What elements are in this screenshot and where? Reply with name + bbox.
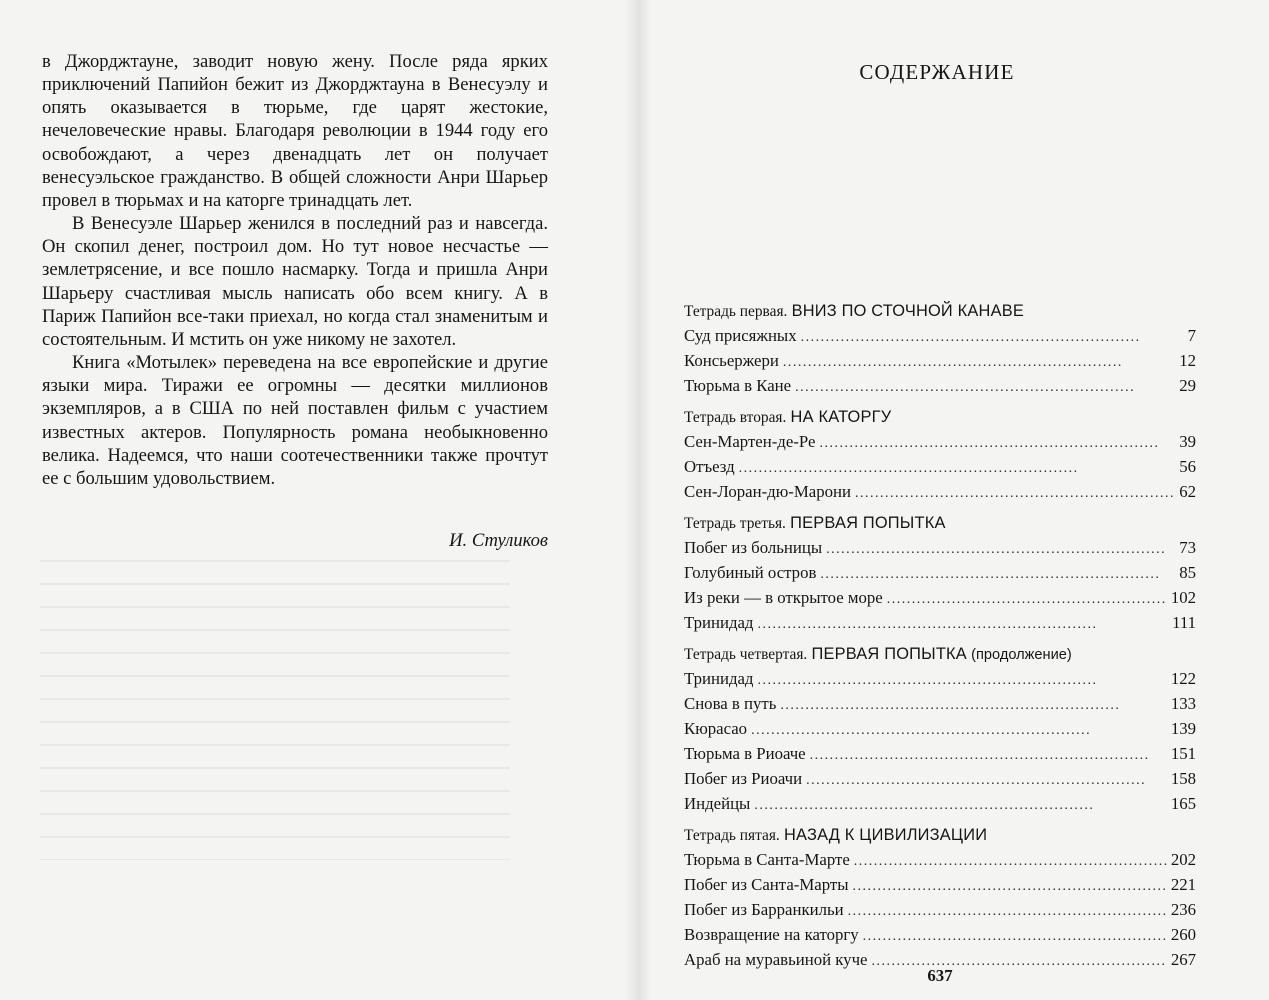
toc-dot-leader	[795, 375, 1175, 400]
toc-part-heading	[684, 298, 1196, 323]
toc-entry	[684, 847, 1196, 872]
toc-dot-leader	[826, 537, 1175, 562]
toc-entry	[684, 429, 1196, 454]
author-signature: И. Стуликов	[449, 530, 548, 551]
toc-entry-title: Сен-Мартен-де-Ре	[684, 432, 816, 451]
toc-entry-page: 202	[1170, 850, 1196, 869]
toc-entry	[684, 791, 1196, 816]
toc-part	[684, 298, 1196, 398]
toc-dot-leader	[757, 612, 1168, 637]
toc-entry-title: Побег из Риоачи	[684, 769, 803, 788]
toc-entry-page: 85	[1179, 563, 1196, 582]
toc-dot-leader	[739, 456, 1176, 481]
toc-entry-page: 139	[1170, 719, 1196, 738]
toc-entry-page: 260	[1170, 925, 1196, 944]
toc-entry-page: 158	[1170, 769, 1196, 788]
toc-dot-leader	[754, 793, 1167, 818]
toc-entry-title: Консьержери	[684, 351, 779, 370]
toc-dot-leader	[757, 668, 1166, 693]
toc-entry-page: 29	[1179, 376, 1196, 395]
bleed-through-shadow	[40, 560, 510, 860]
toc-dot-leader	[783, 350, 1175, 375]
paragraph: В Венесуэле Шарьер женился в последний раз и навсегда. Он скопил денег, построил дом. Но тут новое несчастье — землетрясение, и все пошло насмарку. Тогда и пришла Анри Шарьеру счастливая мысль написать обо всем книгу. А в Париж Папийон все-таки приехал, но когда стал знаменитым и состоятельным. И мстить он уже никому не захотел.	[42, 213, 548, 350]
toc-part-label: Тетрадь третья.	[684, 515, 786, 532]
toc-part-label: Тетрадь первая.	[684, 303, 788, 320]
toc-part-name: НАЗАД К ЦИВИЛИЗАЦИИ	[783, 826, 988, 844]
toc-entry-title: Араб на муравьиной куче	[684, 950, 868, 969]
toc-part-heading	[684, 404, 1196, 429]
toc-entry-page: 56	[1179, 457, 1196, 476]
toc-entry	[684, 479, 1196, 504]
toc-part-heading	[684, 510, 1196, 535]
toc-entry-page: 62	[1179, 482, 1196, 501]
toc-part-heading	[684, 641, 1196, 666]
page-number: 637	[927, 966, 953, 985]
toc-entry-title: Кюрасао	[684, 719, 748, 738]
toc-part	[684, 822, 1196, 972]
toc-entry-title: Побег из больницы	[684, 538, 823, 557]
toc-dot-leader	[780, 693, 1166, 718]
toc-entry-title: Тринидад	[684, 613, 754, 632]
toc-entry	[684, 691, 1196, 716]
toc-entry	[684, 872, 1196, 897]
toc-dot-leader	[854, 849, 1167, 874]
toc-entry	[684, 766, 1196, 791]
table-of-contents	[684, 298, 1196, 978]
toc-dot-leader	[806, 768, 1167, 793]
toc-entry-title: Отъезд	[684, 457, 735, 476]
toc-part-note: (продолжение)	[971, 647, 1072, 663]
toc-entry-title: Побег из Барранкильи	[684, 900, 844, 919]
toc-entry	[684, 323, 1196, 348]
toc-entry-page: 151	[1170, 744, 1196, 763]
toc-dot-leader	[801, 325, 1184, 350]
toc-entry	[684, 741, 1196, 766]
toc-part	[684, 404, 1196, 504]
toc-dot-leader	[855, 481, 1175, 506]
toc-part-name: ПЕРВАЯ ПОПЫТКА	[790, 514, 946, 532]
toc-entry	[684, 922, 1196, 947]
toc-entry	[684, 666, 1196, 691]
toc-dot-leader	[819, 431, 1175, 456]
toc-entry	[684, 560, 1196, 585]
toc-entry-title: Тюрьма в Риоаче	[684, 744, 806, 763]
toc-part	[684, 641, 1196, 816]
toc-dot-leader	[853, 874, 1167, 899]
book-gutter	[624, 0, 650, 1000]
toc-entry-page: 165	[1170, 794, 1196, 813]
toc-dot-leader	[887, 587, 1167, 612]
toc-entry-page: 39	[1179, 432, 1196, 451]
toc-dot-leader	[820, 562, 1175, 587]
toc-part-label: Тетрадь вторая.	[684, 409, 787, 426]
toc-entry-page: 102	[1170, 588, 1196, 607]
toc-part-label: Тетрадь пятая.	[684, 827, 780, 844]
toc-entry-title: Снова в путь	[684, 694, 777, 713]
toc-entry	[684, 535, 1196, 560]
toc-entry-page: 73	[1179, 538, 1196, 557]
toc-entry	[684, 454, 1196, 479]
toc-dot-leader	[751, 718, 1167, 743]
toc-entry-title: Тринидад	[684, 669, 754, 688]
toc-entry	[684, 610, 1196, 635]
toc-dot-leader	[848, 899, 1167, 924]
toc-part-heading	[684, 822, 1196, 847]
toc-entry-title: Побег из Санта-Марты	[684, 875, 849, 894]
toc-entry-title: Тюрьма в Кане	[684, 376, 792, 395]
toc-entry-page: 111	[1172, 613, 1196, 632]
toc-dot-leader	[810, 743, 1167, 768]
paragraph: в Джорджтауне, заводит новую жену. После ряда ярких приключений Папийон бежит из Джорджтауна в Венесуэлу и опять оказывается в тюрьме, где царят жестокие, нечеловеческие нравы. Благодаря революции в 1944 году его освобождают, а через двенадцать лет он получает венесуэльское гражданство. В общей сложности Анри Шарьер провел в тюрьмах и на каторге тринадцать лет.	[42, 51, 548, 211]
toc-part-label: Тетрадь четвертая.	[684, 646, 808, 663]
toc-entry-page: 12	[1179, 351, 1196, 370]
left-page-text	[42, 50, 548, 490]
toc-entry-title: Индейцы	[684, 794, 751, 813]
toc-entry-page: 133	[1170, 694, 1196, 713]
toc-entry-title: Голубиный остров	[684, 563, 817, 582]
toc-entry	[684, 348, 1196, 373]
toc-entry	[684, 373, 1196, 398]
toc-entry-page: 122	[1170, 669, 1196, 688]
toc-entry-page: 221	[1170, 875, 1196, 894]
paragraph: Книга «Мотылек» переведена на все европейские и другие языки мира. Тиражи ее огромны — десятки миллионов экземпляров, а в США по ней поставлен фильм с участием известных актеров. Популярность романа необыкновенно велика. Надеемся, что наши соотечественники также прочтут ее с большим удовольствием.	[42, 352, 548, 489]
toc-part	[684, 510, 1196, 635]
toc-entry-title: Возвращение на каторгу	[684, 925, 859, 944]
toc-entry-page: 267	[1170, 950, 1196, 969]
toc-entry-title: Суд присяжных	[684, 326, 797, 345]
toc-title: СОДЕРЖАНИЕ	[859, 60, 1015, 84]
toc-part-name: ПЕРВАЯ ПОПЫТКА	[811, 645, 967, 663]
toc-entry-title: Сен-Лоран-дю-Марони	[684, 482, 851, 501]
toc-entry-title: Тюрьма в Санта-Марте	[684, 850, 850, 869]
toc-part-name: ВНИЗ ПО СТОЧНОЙ КАНАВЕ	[791, 302, 1024, 320]
toc-entry-title: Из реки — в открытое море	[684, 588, 883, 607]
toc-entry-page: 7	[1187, 326, 1196, 345]
toc-entry	[684, 897, 1196, 922]
toc-entry	[684, 585, 1196, 610]
toc-part-name: НА КАТОРГУ	[790, 408, 892, 426]
toc-entry	[684, 716, 1196, 741]
toc-entry-page: 236	[1170, 900, 1196, 919]
toc-dot-leader	[863, 924, 1167, 949]
